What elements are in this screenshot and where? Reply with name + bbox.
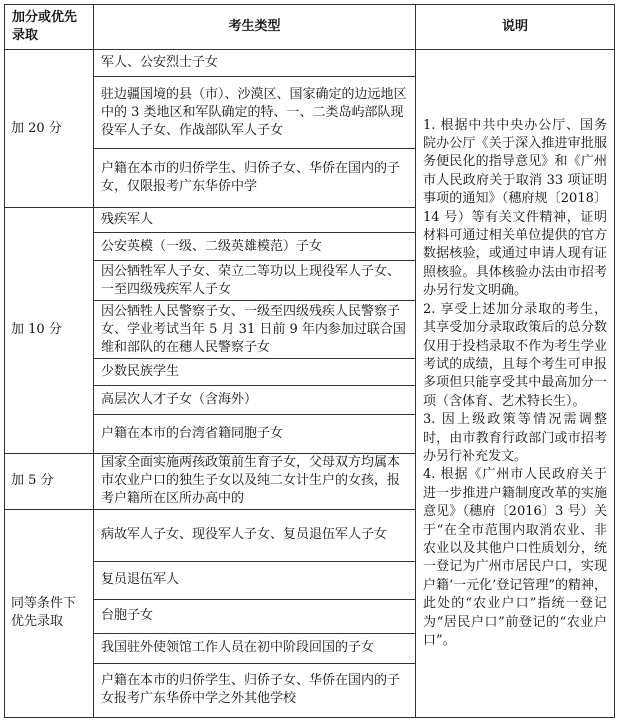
note-1: 1. 根据中共中央办公厅、国务院办公厅《关于深入推进审批服务便民化的指导意见》和《广州市人民政府关于取消 33 项证明事项的通知》（穗府规〔2018〕14 号）等有关文件精神，证明材料可通过相关单位提供的官方数据核验，或通过申请人现有证照核验。具体核验办法由市招考办另行发文明确。 xyxy=(423,117,607,299)
candidate-type-cell: 户籍在本市的台湾省籍同胞子女 xyxy=(94,414,416,453)
candidate-type-cell: 残疾军人 xyxy=(94,208,416,233)
candidate-type-cell: 因公牺牲人民警察子女、一级至四级残疾人民警察子女、学业考试当年 5 月 31 日前 9 年内参加过联合国维和部队的在穗人民警察子女 xyxy=(94,301,416,359)
category-plus20: 加 20 分 xyxy=(5,50,94,208)
candidate-type-cell: 高层次人才子女（含海外） xyxy=(94,386,416,414)
candidate-type-cell: 因公牺牲军人子女、荣立二等功以上现役军人子女、一至四级残疾军人子女 xyxy=(94,261,416,301)
candidate-type-cell: 病故军人子女、现役军人子女、复员退伍军人子女 xyxy=(94,509,416,561)
header-row xyxy=(5,5,615,50)
header-candidate-type: 考生类型 xyxy=(94,5,416,50)
candidate-type-cell: 驻边疆国境的县（市）、沙漠区、国家确定的边远地区中的 3 类地区和军队确定的特、一、二类岛屿部队现役军人子女、作战部队军人子女 xyxy=(94,77,416,149)
category-plus5: 加 5 分 xyxy=(5,453,94,509)
category-plus10: 加 10 分 xyxy=(5,208,94,453)
notes-cell xyxy=(416,50,615,718)
table-row xyxy=(5,50,615,77)
category-priority: 同等条件下优先录取 xyxy=(5,509,94,717)
candidate-type-cell: 公安英模（一级、二级英雄模范）子女 xyxy=(94,233,416,261)
candidate-type-cell: 户籍在本市的归侨学生、归侨子女、华侨在国内的子女报考广东华侨中学之外其他学校 xyxy=(94,663,416,717)
header-category: 加分或优先录取 xyxy=(5,5,94,50)
bonus-points-table xyxy=(4,4,615,718)
candidate-type-cell: 少数民族学生 xyxy=(94,359,416,386)
header-notes: 说明 xyxy=(416,5,615,50)
candidate-type-cell: 我国驻外使领馆工作人员在初中阶段回国的子女 xyxy=(94,633,416,663)
note-3: 3. 因上级政策等情况需调整时，由市教育行政部门或市招考办另行补充发文。 xyxy=(423,412,607,464)
candidate-type-cell: 台胞子女 xyxy=(94,599,416,633)
candidate-type-cell: 军人、公安烈士子女 xyxy=(94,50,416,77)
note-4: 4. 根据《广州市人民政府关于进一步推进户籍制度改革的实施意见》（穗府〔2016〕3 号）关于“在全市范围内取消农业、非农业以及其他户口性质划分，统一登记为广州市居民户口，实现户籍‘一元化’登记管理”的精神，此处的“农业户口”指统一登记为“居民户口”前登记的“农业户口”。 xyxy=(423,467,607,649)
candidate-type-cell: 国家全面实施两孩政策前生育子女，父母双方均属本市农业户口的独生子女以及纯二女计生户的女孩，报考户籍所在区所办高中的 xyxy=(94,453,416,509)
candidate-type-cell: 户籍在本市的归侨学生、归侨子女、华侨在国内的子女，仅限报考广东华侨中学 xyxy=(94,149,416,208)
note-2: 2. 享受上述加分录取的考生，其享受加分录取政策后的总分数仅用于投档录取不作为考生学业考试的成绩，且每个考生可申报多项但只能享受其中最高加分一项（含体育、艺术特长生）。 xyxy=(423,301,607,409)
candidate-type-cell: 复员退伍军人 xyxy=(94,561,416,599)
